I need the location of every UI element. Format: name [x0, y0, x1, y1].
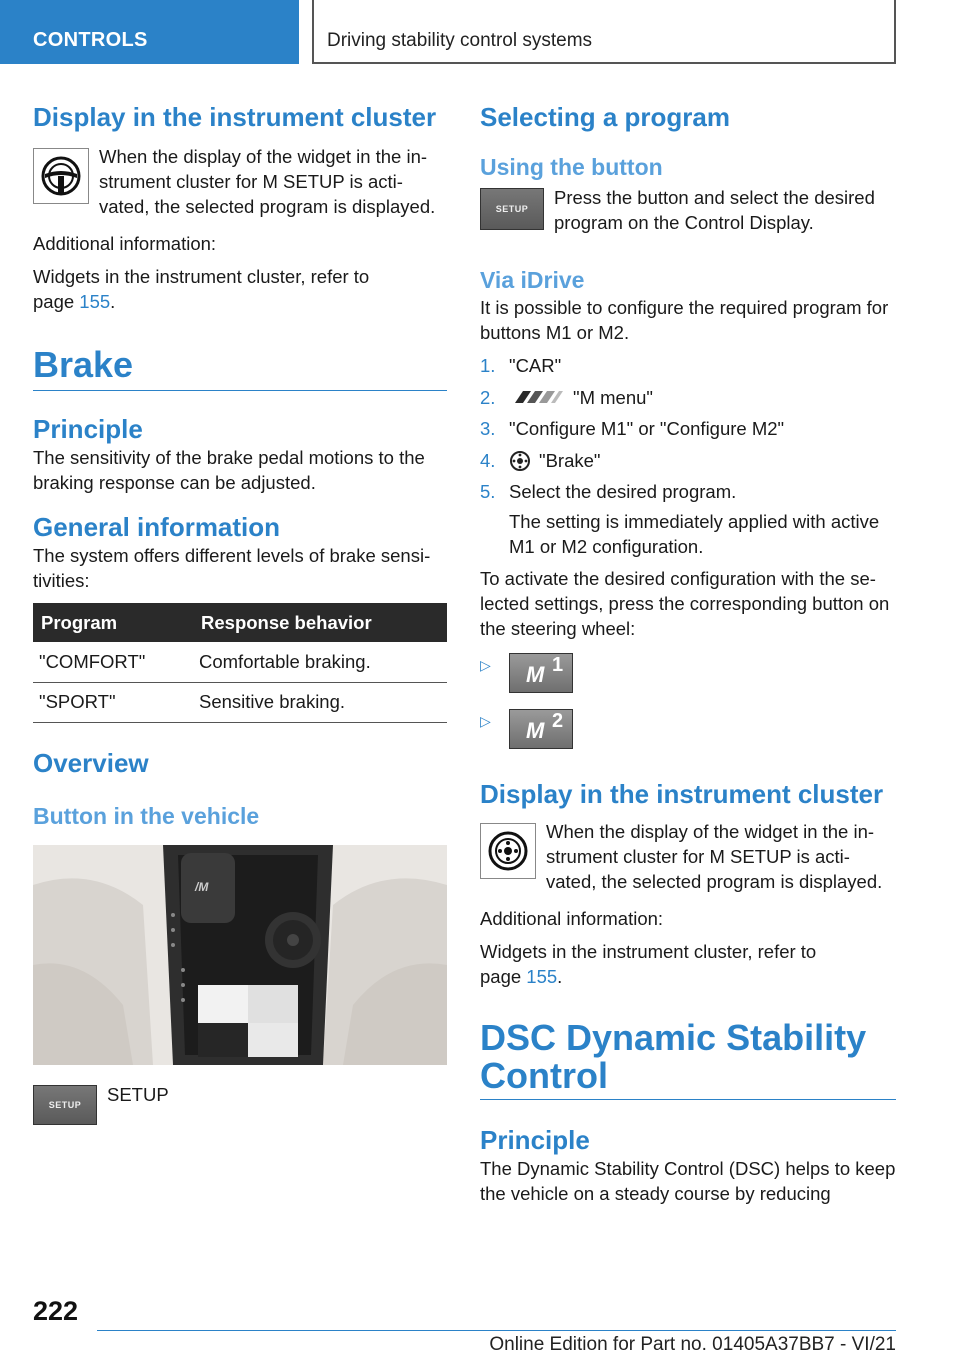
step-text: "Brake": [539, 449, 601, 471]
m1-button-icon: [509, 653, 573, 693]
principle-heading: Principle: [33, 414, 143, 444]
selecting-program-heading: Selecting a program: [480, 102, 730, 132]
using-button-row: [480, 188, 896, 235]
activate-text: To activate the desired configuration with the se-lected settings, press the corresponding button on the steering wheel:: [480, 567, 890, 639]
step-text: "M menu": [573, 386, 653, 408]
table-header-row: [33, 603, 447, 642]
brake-title: Brake: [33, 346, 447, 391]
table-header-program: Program: [33, 603, 193, 642]
using-button-heading: Using the button: [480, 154, 663, 180]
principle-text: The sensitivity of the brake pedal motions to the braking response can be adjusted.: [33, 447, 425, 493]
table-cell: Sensitive braking.: [193, 682, 447, 722]
display-info-row-right: [480, 820, 896, 894]
widgets-reference: [33, 264, 393, 314]
general-info-text: The system offers different levels of brake sensi-tivities:: [33, 545, 431, 591]
setup-caption: SETUP: [107, 1083, 169, 1105]
additional-info-label-right: Additional information:: [480, 907, 664, 929]
table-header-response: Response behavior: [193, 603, 447, 642]
brake-program-table: [33, 603, 447, 723]
overview-heading: Overview: [33, 747, 149, 778]
display-description: When the display of the widget in the in-strument cluster for M SETUP is acti-vated, the selected program is displayed.: [99, 146, 436, 217]
step-number: 2.: [480, 386, 496, 408]
m2-bullet: [480, 709, 896, 749]
bullet-icon: ▷: [480, 712, 491, 729]
list-item: [480, 479, 896, 504]
widgets-ref-text: Widgets in the instrument cluster, refer to page: [33, 266, 370, 312]
table-cell: Comfortable braking.: [193, 642, 447, 682]
principle-text-right: The Dynamic Stability Control (DSC) helps to keep the vehicle on a steady course by reducing: [480, 1157, 896, 1204]
step5-note: The setting is immediately applied with active M1 or M2 configuration.: [509, 510, 880, 557]
section-tab: [0, 0, 299, 64]
step-number: 3.: [480, 418, 496, 439]
page-number: 222: [33, 1296, 79, 1326]
dsc-title: DSC Dynamic Stability Control: [480, 1019, 896, 1100]
setup-icon-text: SETUP: [48, 1099, 82, 1110]
widgets-ref-end: .: [557, 965, 563, 987]
m1-bullet: [480, 653, 896, 693]
brake-disc-icon: [480, 823, 536, 879]
m1-letter: M: [526, 661, 545, 687]
step-text: Select the desired program.: [509, 481, 737, 502]
list-item: [480, 353, 896, 378]
using-button-text: Press the button and select the desired program on the Control Display.: [554, 187, 875, 233]
display-heading: Display in the instrument cluster: [33, 102, 437, 132]
table-cell: "COMFORT": [33, 642, 193, 682]
table-row: [33, 682, 447, 722]
footer-divider: [97, 1330, 896, 1331]
principle-heading-right: Principle: [480, 1124, 590, 1155]
idrive-steps: [480, 353, 896, 504]
m1-number: 1: [552, 653, 564, 676]
via-idrive-heading: Via iDrive: [480, 267, 585, 293]
m-menu-icon: [509, 385, 565, 410]
setup-icon-text: SETUP: [495, 204, 529, 214]
page-link-155[interactable]: 155: [79, 291, 111, 312]
bullet-icon: ▷: [480, 656, 491, 673]
table-cell: "SPORT": [33, 682, 193, 722]
list-item: [480, 416, 896, 441]
page-link-155[interactable]: 155: [526, 965, 558, 987]
page-header: [0, 0, 960, 66]
step-number: 5.: [480, 481, 496, 502]
m2-button-icon: [509, 709, 573, 749]
display-heading-right: Display in the instrument cluster: [480, 778, 884, 809]
step-text: "Configure M1" or "Configure M2": [509, 418, 785, 439]
widgets-reference-right: [480, 939, 840, 989]
via-idrive-text: It is possible to configure the required program for buttons M1 or M2.: [480, 297, 889, 343]
chapter-tab: [312, 0, 896, 64]
display-info-row: [33, 148, 447, 219]
brake-disc-icon: [509, 448, 531, 473]
widgets-ref-end: .: [110, 291, 116, 312]
chapter-label: Driving stability control systems: [327, 30, 593, 51]
widgets-ref-text: Widgets in the instrument cluster, refer to page: [480, 940, 817, 987]
button-in-vehicle-heading: Button in the vehicle: [33, 802, 260, 829]
setup-button-icon: [33, 1085, 97, 1125]
step-number: 4.: [480, 449, 496, 471]
setup-caption-row: [33, 1085, 447, 1125]
m2-number: 2: [552, 709, 564, 732]
step-number: 1.: [480, 355, 496, 376]
svg-text:/M: /M: [195, 879, 209, 894]
section-label: CONTROLS: [33, 29, 148, 51]
list-item: [480, 385, 896, 410]
steering-wheel-icon: [33, 148, 89, 204]
right-column: [480, 100, 896, 1206]
center-console-photo: [33, 845, 447, 1065]
general-info-heading: General information: [33, 512, 281, 542]
edition-text: Online Edition for Part no. 01405A37BB7 - VI/21: [489, 1334, 896, 1355]
setup-button-icon: [480, 188, 544, 230]
m2-letter: M: [526, 717, 545, 743]
table-row: [33, 642, 447, 682]
left-column: [33, 100, 447, 1125]
additional-info-label: Additional information:: [33, 233, 217, 254]
list-item: [480, 448, 896, 473]
display-description-right: When the display of the widget in the in-strument cluster for M SETUP is acti-vated, the selected program is displayed.: [546, 820, 883, 892]
step-text: "CAR": [509, 355, 562, 376]
